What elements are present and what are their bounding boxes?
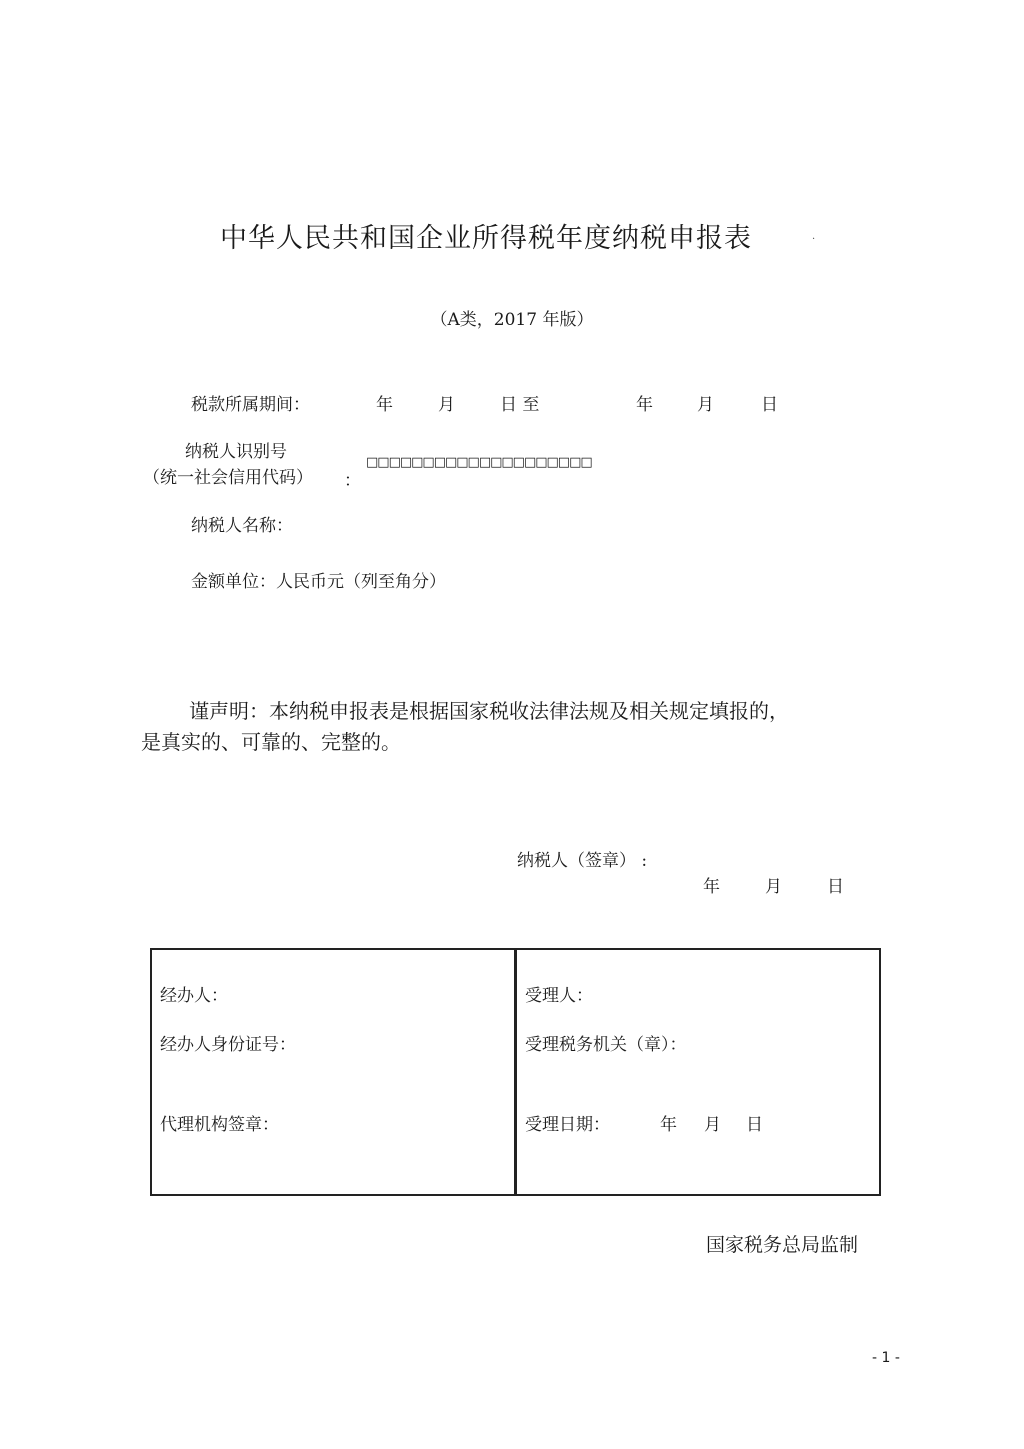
agent-label: 经办人： [160, 986, 228, 1006]
agent-column [151, 949, 516, 1195]
declaration-line-2: 是真实的、可靠的、完整的。 [141, 730, 401, 754]
signature-year: 年 [703, 877, 720, 897]
title-dot: · [812, 234, 816, 245]
period-end-day: 日 [761, 395, 778, 415]
signature-month: 月 [765, 877, 782, 897]
acceptance-box [150, 948, 881, 1196]
period-end-year: 年 [636, 395, 653, 415]
declaration-line-1: 谨声明：本纳税申报表是根据国家税收法律法规及相关规定填报的， [189, 699, 789, 723]
supervised-by: 国家税务总局监制 [706, 1234, 859, 1256]
form-subtitle: （A类，2017 年版） [430, 310, 594, 330]
receiver-column [516, 949, 881, 1195]
period-label: 税款所属期间： [191, 395, 310, 415]
period-start-day-to: 日 至 [500, 395, 540, 415]
tax-office-label: 受理税务机关（章）： [525, 1035, 687, 1055]
taxpayer-id-label: 纳税人识别号 [185, 442, 287, 462]
acceptance-month: 月 [704, 1115, 721, 1135]
currency-label: 金额单位：人民币元（列至角分） [191, 572, 446, 592]
acceptance-day: 日 [746, 1115, 763, 1135]
taxpayer-name-label: 纳税人名称： [191, 516, 293, 536]
acceptance-date-row [517, 1110, 879, 1190]
page-number: - 1 - [872, 1350, 900, 1366]
taxpayer-id-colon: ： [344, 471, 361, 491]
period-end-month: 月 [697, 395, 714, 415]
agent-id-label: 经办人身份证号： [160, 1035, 296, 1055]
taxpayer-id-boxes[interactable]: □□□□□□□□□□□□□□□□□□□□ [366, 455, 592, 470]
period-start-month: 月 [438, 395, 455, 415]
signature-label: 纳税人（签章） : [517, 851, 648, 871]
receiver-label: 受理人： [525, 986, 593, 1006]
period-start-year: 年 [376, 395, 393, 415]
taxpayer-credit-code-label: （统一社会信用代码） [143, 468, 313, 488]
acceptance-date-label: 受理日期： [525, 1115, 610, 1135]
form-title: 中华人民共和国企业所得税年度纳税申报表 [220, 223, 752, 254]
signature-day: 日 [827, 877, 844, 897]
acceptance-year: 年 [660, 1115, 677, 1135]
agency-seal-label: 代理机构签章： [160, 1115, 279, 1135]
